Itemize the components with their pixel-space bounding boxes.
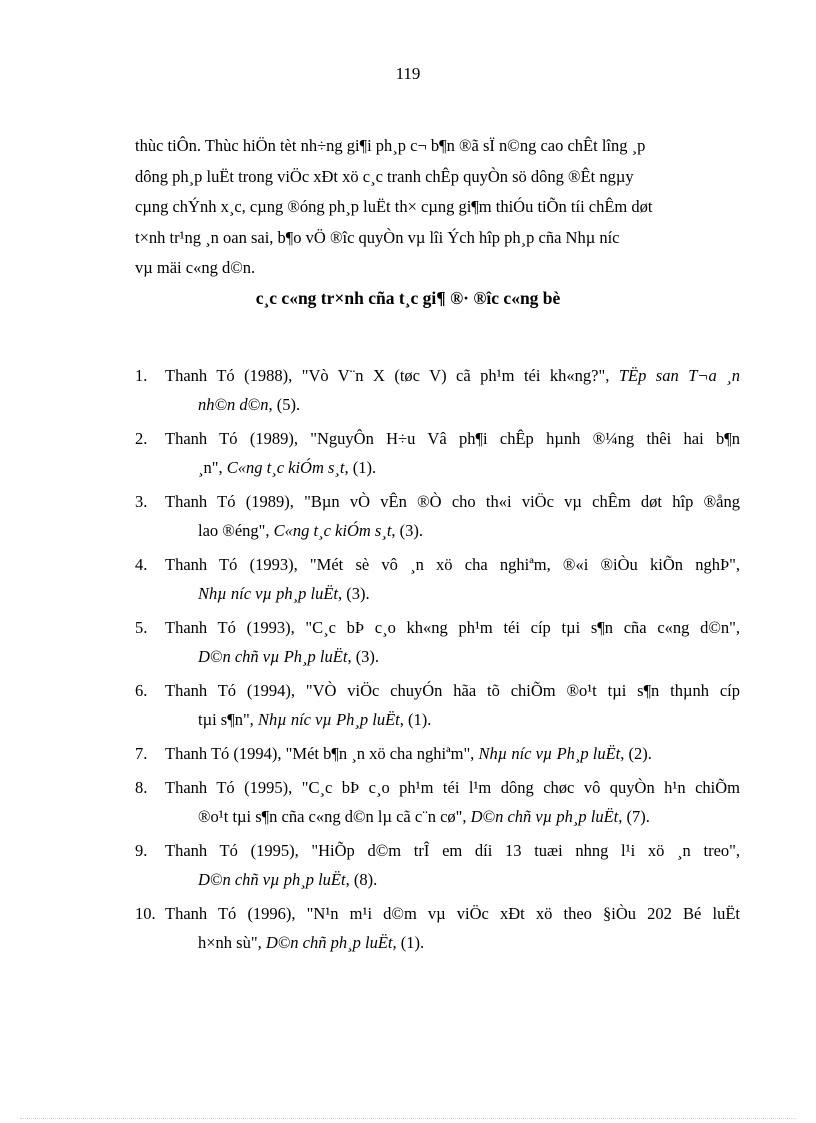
reference-line <box>165 613 740 642</box>
reference-text: lao ®éng", <box>198 521 274 540</box>
reference-number: 8. <box>135 778 148 797</box>
reference-list <box>135 361 740 962</box>
reference-item <box>135 773 740 831</box>
reference-source: D©n chñ vµ ph¸p luËt <box>470 807 619 826</box>
intro-line: thùc tiÔn. Thùc hiÖn tèt nh÷ng gi¶i ph¸p c¬ b¶n ®ã sÏ n©ng cao chÊt lîng ¸p <box>135 136 646 155</box>
reference-line <box>165 836 740 865</box>
reference-text: Thanh Tó (1993), "Mét sè vô ¸n xö cha nghiªm, ®«i ®iÒu kiÕn nghÞ", <box>165 555 740 574</box>
reference-text: Thanh Tó (1996), "N¹n m¹i d©m vµ viÖc xÐt xö theo §iÒu 202 Bé luËt <box>165 904 740 923</box>
reference-source: C«ng t¸c kiÓm s¸t <box>273 521 392 540</box>
reference-text: Thanh Tó (1995), "C¸c bÞ c¸o ph¹m téi l¹m dông chøc vô quyÒn h¹n chiÕm <box>165 778 740 797</box>
reference-text: ®o¹t tµi s¶n cña c«ng d©n lµ cã c¨n cø", <box>198 807 471 826</box>
reference-text: tµi s¶n", <box>198 710 258 729</box>
reference-item <box>135 613 740 671</box>
reference-issue: , (1). <box>344 458 377 477</box>
reference-item <box>135 739 740 768</box>
reference-text: ¸n", <box>198 458 227 477</box>
reference-number: 7. <box>135 744 148 763</box>
reference-number: 5. <box>135 618 148 637</box>
reference-line <box>198 579 740 608</box>
reference-item <box>135 361 740 419</box>
page-bottom-rule <box>20 1118 796 1119</box>
reference-text: Thanh Tó (1995), "HiÕp d©m trÎ em díi 13 tuæi nhng l¹i xö ¸n treo", <box>165 841 740 860</box>
page-number: 119 <box>395 64 421 83</box>
reference-line <box>165 773 740 802</box>
reference-issue: , (3). <box>391 521 424 540</box>
reference-source: D©n chñ ph¸p luËt <box>265 933 393 952</box>
reference-source: nh©n d©n <box>198 395 269 414</box>
reference-line <box>165 739 740 768</box>
intro-paragraph <box>135 131 740 284</box>
reference-number: 1. <box>135 366 148 385</box>
reference-text: Thanh Tó (1988), "Vò V¨n X (tøc V) cã ph¹m téi kh«ng?", <box>165 366 619 385</box>
reference-line <box>165 550 740 579</box>
reference-line <box>198 390 740 419</box>
reference-issue: , (1). <box>392 933 425 952</box>
reference-issue: , (7). <box>618 807 650 826</box>
reference-number: 2. <box>135 429 148 448</box>
reference-source: Nhµ níc vµ Ph¸p luËt <box>478 744 621 763</box>
reference-line <box>165 676 740 705</box>
reference-text: , (8). <box>345 870 378 889</box>
reference-text: h×nh sù", <box>198 933 266 952</box>
reference-line <box>198 928 740 957</box>
reference-number: 10. <box>135 904 156 923</box>
reference-item <box>135 487 740 545</box>
reference-line <box>165 361 740 390</box>
reference-line <box>165 899 740 928</box>
reference-number: 4. <box>135 555 148 574</box>
reference-source: Nhµ níc vµ Ph¸p luËt <box>257 710 400 729</box>
reference-source: D©n chñ vµ ph¸p luËt <box>198 870 346 889</box>
reference-item <box>135 836 740 894</box>
reference-number: 3. <box>135 492 148 511</box>
reference-line <box>198 453 740 482</box>
reference-item <box>135 550 740 608</box>
reference-source: Nhµ níc vµ ph¸p luËt <box>198 584 338 603</box>
reference-text: , (3). <box>347 647 380 666</box>
reference-source: D©n chñ vµ Ph¸p luËt <box>198 647 348 666</box>
intro-line: vµ mäi c«ng d©n. <box>135 258 256 277</box>
intro-line: t×nh tr¹ng ¸n oan sai, b¶o vÖ ®îc quyÒn vµ lîi Ých hîp ph¸p cña Nhµ níc <box>135 227 620 247</box>
reference-source: TËp san T¬a ¸n <box>618 366 740 385</box>
reference-line <box>198 705 740 734</box>
reference-number: 9. <box>135 841 148 860</box>
reference-number: 6. <box>135 681 148 700</box>
intro-line: cµng chÝnh x¸c, cµng ®óng ph¸p luËt th× cµng gi¶m thiÓu tiÕn tíi chÊm døt <box>135 197 653 216</box>
reference-issue: , (2). <box>620 744 652 763</box>
reference-line <box>165 487 740 516</box>
reference-text: Thanh Tó (1989), "Bµn vÒ vÊn ®Ò cho th«i viÖc vµ chÊm døt hîp ®ång <box>165 492 740 511</box>
reference-text: Thanh Tó (1993), "C¸c bÞ c¸o kh«ng ph¹m téi cíp tµi s¶n cña c«ng d©n", <box>165 618 740 637</box>
reference-text: , (3). <box>338 584 370 603</box>
reference-item <box>135 424 740 482</box>
reference-text: , (5). <box>268 395 301 414</box>
reference-line <box>198 642 740 671</box>
reference-item <box>135 676 740 734</box>
reference-line <box>198 516 740 545</box>
reference-line <box>198 802 740 831</box>
reference-text: Thanh Tó (1994), "VÒ viÖc chuyÓn hãa tõ chiÕm ®o¹t tµi s¶n thµnh cíp <box>165 681 740 700</box>
reference-line <box>198 865 740 894</box>
reference-text: Thanh Tó (1989), "NguyÔn H÷u Vâ ph¶i chÊp hµnh ®¼ng thêi hai b¶n <box>165 429 740 448</box>
reference-item <box>135 899 740 957</box>
reference-line <box>165 424 740 453</box>
section-heading: c¸c c«ng tr×nh cña t¸c gi¶ ®· ®îc c«ng bè <box>255 288 561 308</box>
reference-text: Thanh Tó (1994), "Mét b¶n ¸n xö cha nghiªm", <box>165 744 479 763</box>
intro-line: dông ph¸p luËt trong viÖc xÐt xö c¸c tranh chÊp quyÒn sö dông ®Êt ngµy <box>135 166 634 186</box>
reference-source: C«ng t¸c kiÓm s¸t <box>226 458 345 477</box>
reference-issue: , (1). <box>399 710 432 729</box>
